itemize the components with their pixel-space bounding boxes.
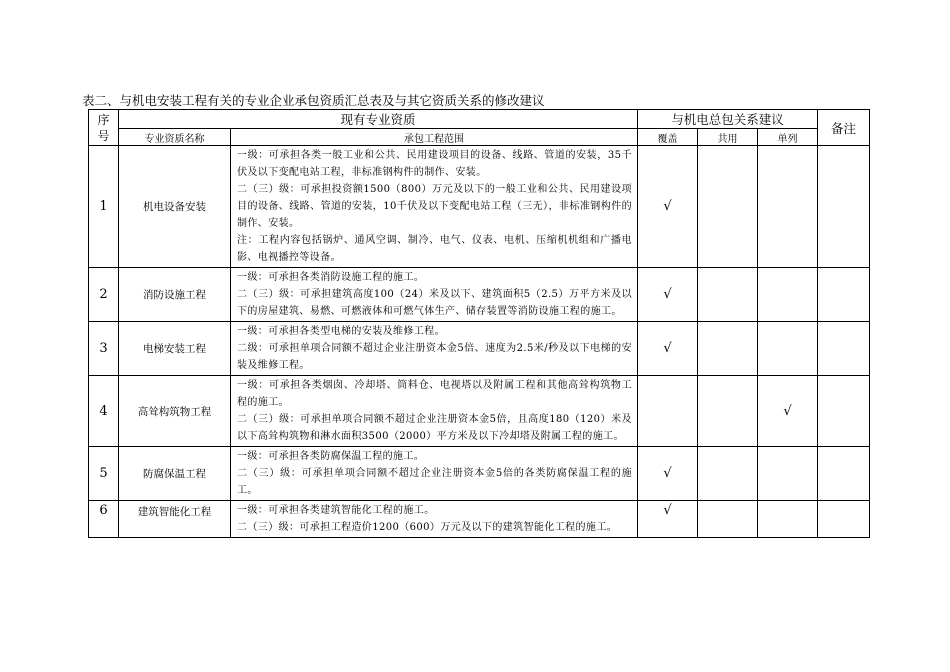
header-current-qualification: 现有专业资质	[119, 110, 638, 129]
row-remark	[818, 447, 870, 501]
check-mark-shared	[698, 268, 758, 322]
check-mark-shared	[698, 146, 758, 268]
row-remark	[818, 268, 870, 322]
check-mark-separate	[758, 447, 818, 501]
check-mark-shared	[698, 501, 758, 538]
check-mark-cover: √	[638, 447, 698, 501]
row-seq: 3	[89, 322, 119, 376]
header-separate: 单列	[758, 129, 818, 146]
row-remark	[818, 146, 870, 268]
scope-line: 二（三）级：可承担建筑高度100（24）米及以下、建筑面积5（2.5）万平方米及以下的房屋建筑、易燃、可燃液体和可燃气体生产、储存装置等消防设施工程的施工。	[237, 289, 633, 317]
header-relation: 与机电总包关系建议	[638, 110, 818, 129]
row-remark	[818, 322, 870, 376]
row-remark	[818, 501, 870, 538]
row-name: 高耸构筑物工程	[119, 376, 231, 447]
row-name: 消防设施工程	[119, 268, 231, 322]
table-row	[89, 501, 870, 538]
header-seq-line2: 号	[97, 128, 110, 143]
scope-line: 一级：可承担各类烟囱、冷却塔、筒料仓、电视塔以及附属工程和其他高耸构筑物工程的施工。	[237, 380, 633, 408]
row-name: 建筑智能化工程	[119, 501, 231, 538]
check-mark-cover: √	[638, 268, 698, 322]
header-remark: 备注	[818, 110, 870, 146]
header-scope: 承包工程范围	[231, 129, 638, 146]
check-mark-cover	[638, 376, 698, 447]
row-remark	[818, 376, 870, 447]
header-shared: 共用	[698, 129, 758, 146]
row-scope	[231, 268, 638, 322]
row-seq: 5	[89, 447, 119, 501]
check-mark-separate: √	[758, 376, 818, 447]
check-mark-shared	[698, 376, 758, 447]
table-row	[89, 322, 870, 376]
scope-line: 一级：可承担各类型电梯的安装及维修工程。	[237, 326, 445, 337]
scope-line: 一级：可承担各类防腐保温工程的施工。	[237, 451, 425, 462]
scope-line: 二（三）级：可承担工程造价1200（600）万元及以下的建筑智能化工程的施工。	[237, 522, 618, 533]
row-seq: 2	[89, 268, 119, 322]
row-scope	[231, 447, 638, 501]
row-scope	[231, 146, 638, 268]
header-seq	[89, 110, 119, 146]
check-mark-shared	[698, 322, 758, 376]
check-mark-separate	[758, 268, 818, 322]
row-seq: 6	[89, 501, 119, 538]
header-seq-line1: 序	[97, 112, 110, 127]
table-row	[89, 268, 870, 322]
scope-line: 二（三）级：可承担投资额1500（800）万元及以下的一般工业和公共、民用建设项目的设备、线路、管道的安装，10千伏及以下变配电站工程（三无），非标准钢构件的制作、安装。	[237, 184, 633, 229]
header-name: 专业资质名称	[119, 129, 231, 146]
qualification-table	[88, 109, 870, 538]
row-seq: 1	[89, 146, 119, 268]
check-mark-cover: √	[638, 501, 698, 538]
table-row	[89, 447, 870, 501]
check-mark-cover: √	[638, 146, 698, 268]
row-scope	[231, 376, 638, 447]
check-mark-separate	[758, 501, 818, 538]
scope-line: 注：工程内容包括锅炉、通风空调、制冷、电气、仪表、电机、压缩机机组和广播电影、电视播控等设备。	[237, 235, 633, 263]
row-name: 防腐保温工程	[119, 447, 231, 501]
row-name: 机电设备安装	[119, 146, 231, 268]
row-scope	[231, 322, 638, 376]
scope-line: 一级：可承担各类一般工业和公共、民用建设项目的设备、线路、管道的安装，35千伏及以下变配电站工程，非标准钢构件的制作、安装。	[237, 150, 633, 178]
row-name: 电梯安装工程	[119, 322, 231, 376]
scope-line: 二（三）级：可承担单项合同额不超过企业注册资本金5倍，且高度180（120）米及以下高耸构筑物和淋水面积3500（2000）平方米及以下冷却塔及附属工程的施工。	[237, 414, 633, 442]
table-row	[89, 376, 870, 447]
scope-line: 一级：可承担各类消防设施工程的施工。	[237, 272, 425, 283]
table-row	[89, 146, 870, 268]
check-mark-separate	[758, 146, 818, 268]
check-mark-shared	[698, 447, 758, 501]
check-mark-cover: √	[638, 322, 698, 376]
row-seq: 4	[89, 376, 119, 447]
scope-line: 二（三）级：可承担单项合同额不超过企业注册资本金5倍的各类防腐保温工程的施工。	[237, 468, 633, 496]
header-cover: 覆盖	[638, 129, 698, 146]
check-mark-separate	[758, 322, 818, 376]
table-caption: 表二、与机电安装工程有关的专业企业承包资质汇总表及与其它资质关系的修改建议	[82, 93, 545, 108]
scope-line: 一级：可承担各类建筑智能化工程的施工。	[237, 505, 435, 516]
row-scope	[231, 501, 638, 538]
scope-line: 二级：可承担单项合同额不超过企业注册资本金5倍、速度为2.5米/秒及以下电梯的安装及维修工程。	[237, 343, 633, 371]
